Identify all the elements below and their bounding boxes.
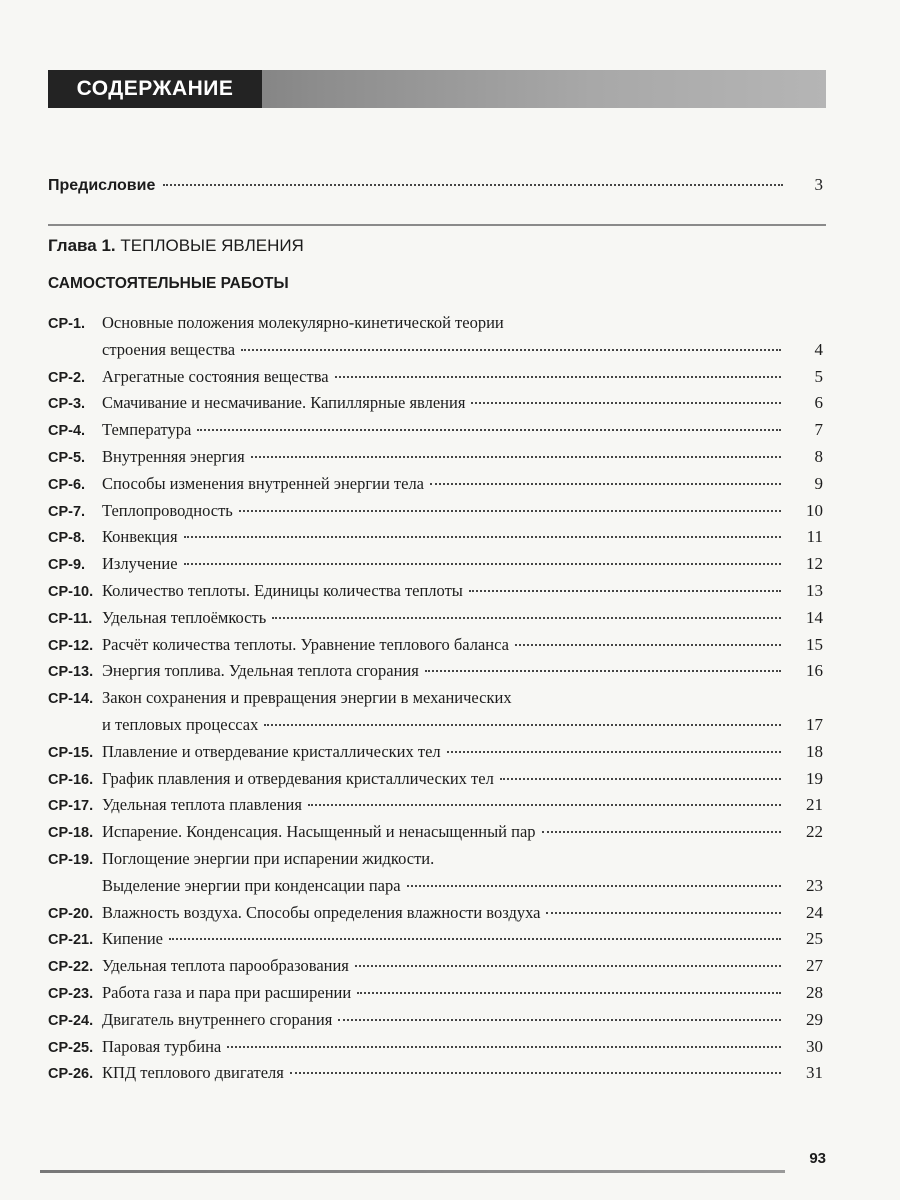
entry-title: Паровая турбина bbox=[102, 1036, 222, 1056]
entry-page: 25 bbox=[806, 929, 823, 949]
toc-entry bbox=[48, 527, 823, 554]
toc-entry-line bbox=[48, 903, 823, 930]
toc-entry-line bbox=[48, 1037, 823, 1064]
entry-code: СР-18. bbox=[48, 825, 94, 842]
entry-title: КПД теплового двигателя bbox=[102, 1063, 284, 1083]
entry-code: СР-25. bbox=[48, 1039, 94, 1056]
entry-title: Кипение bbox=[102, 929, 163, 949]
entry-title: Расчёт количества теплоты. Уравнение теплового баланса bbox=[102, 634, 509, 654]
entry-page: 5 bbox=[814, 366, 823, 386]
dot-leader bbox=[308, 804, 781, 806]
dot-leader bbox=[264, 724, 781, 726]
chapter-label: Глава 1. bbox=[48, 236, 116, 255]
entry-title: Способы изменения внутренней энергии тела bbox=[102, 473, 425, 493]
dot-leader bbox=[239, 510, 781, 512]
entry-code: СР-1. bbox=[48, 316, 86, 332]
toc-entry bbox=[48, 1037, 823, 1064]
dot-leader bbox=[338, 1019, 781, 1021]
dot-leader bbox=[469, 590, 781, 592]
toc-entry bbox=[48, 581, 823, 608]
dot-leader bbox=[407, 885, 781, 887]
toc-entry-line bbox=[48, 688, 823, 715]
dot-leader bbox=[184, 563, 781, 565]
toc-entry bbox=[48, 1063, 823, 1090]
dot-leader bbox=[241, 349, 781, 351]
toc-entry-line bbox=[48, 661, 823, 688]
entry-code: СР-20. bbox=[48, 905, 94, 922]
section-heading: САМОСТОЯТЕЛЬНЫЕ РАБОТЫ bbox=[48, 275, 289, 292]
dot-leader bbox=[169, 938, 781, 940]
entry-code: СР-5. bbox=[48, 450, 86, 466]
entry-title: Внутренняя энергия bbox=[102, 447, 245, 466]
dot-leader bbox=[290, 1072, 781, 1074]
dot-leader bbox=[542, 831, 781, 833]
entry-page: 16 bbox=[806, 661, 823, 681]
entry-code: СР-10. bbox=[48, 584, 94, 600]
toc-entry bbox=[48, 822, 823, 849]
dot-leader bbox=[355, 965, 781, 967]
dot-leader bbox=[500, 778, 781, 780]
toc-entry-line bbox=[48, 1063, 823, 1090]
entry-title: Излучение bbox=[102, 554, 178, 574]
chapter-heading bbox=[48, 236, 304, 256]
chapter-title: ТЕПЛОВЫЕ ЯВЛЕНИЯ bbox=[120, 236, 304, 255]
entry-title: Влажность воздуха. Способы определения влажности воздуха bbox=[102, 902, 541, 922]
toc-entry-line bbox=[48, 527, 823, 554]
entry-title: Поглощение энергии при испарении жидкости. bbox=[102, 849, 435, 868]
entry-page: 18 bbox=[806, 741, 823, 761]
entry-code: СР-24. bbox=[48, 1012, 94, 1029]
toc-entry bbox=[48, 929, 823, 956]
entry-code: СР-26. bbox=[48, 1066, 94, 1083]
entry-code: СР-9. bbox=[48, 557, 86, 574]
entry-page: 13 bbox=[806, 581, 823, 600]
entry-page: 31 bbox=[806, 1063, 823, 1083]
entry-code: СР-16. bbox=[48, 771, 94, 788]
dot-leader bbox=[471, 402, 781, 404]
entry-code: СР-13. bbox=[48, 664, 94, 681]
toc-entry-preface bbox=[48, 175, 823, 201]
entry-code: СР-4. bbox=[48, 423, 86, 440]
toc-entry-line bbox=[48, 635, 823, 662]
entry-code: СР-14. bbox=[48, 691, 94, 708]
toc-entry-line bbox=[48, 313, 823, 340]
entry-page: 15 bbox=[806, 634, 823, 654]
toc-entry bbox=[48, 501, 823, 528]
preface-title: Предисловие bbox=[48, 177, 156, 194]
toc-entry-line bbox=[48, 340, 823, 367]
entry-page: 6 bbox=[814, 393, 823, 413]
toc-entry-line bbox=[48, 742, 823, 769]
toc-entry bbox=[48, 769, 823, 796]
toc-entry-line bbox=[48, 822, 823, 849]
dot-leader bbox=[272, 617, 781, 619]
entry-page: 14 bbox=[806, 607, 823, 627]
entry-title: Агрегатные состояния вещества bbox=[102, 366, 329, 386]
toc-entry bbox=[48, 474, 823, 501]
entry-page: 12 bbox=[806, 554, 823, 574]
preface-page: 3 bbox=[814, 175, 823, 194]
toc-entry-line bbox=[48, 608, 823, 635]
toc-entry bbox=[48, 661, 823, 688]
toc-entry-line bbox=[48, 929, 823, 956]
entry-page: 21 bbox=[806, 795, 823, 815]
entry-page: 23 bbox=[806, 875, 823, 895]
dot-leader bbox=[430, 483, 781, 485]
dot-leader bbox=[515, 644, 781, 646]
entry-title: Двигатель внутреннего сгорания bbox=[102, 1009, 333, 1029]
entry-title: Энергия топлива. Удельная теплота сгорания bbox=[102, 661, 419, 681]
entry-page: 27 bbox=[806, 956, 823, 976]
toc-entry bbox=[48, 688, 823, 742]
entry-title: Теплопроводность bbox=[102, 500, 233, 520]
entry-title: Удельная теплоёмкость bbox=[102, 607, 267, 627]
dot-leader bbox=[425, 670, 781, 672]
toc-entry bbox=[48, 849, 823, 903]
entry-title: Удельная теплота плавления bbox=[102, 795, 302, 815]
entry-page: 22 bbox=[806, 822, 823, 842]
dot-leader bbox=[546, 912, 781, 914]
entry-code: СР-6. bbox=[48, 476, 86, 493]
toc-entry-line bbox=[48, 447, 823, 474]
dot-leader bbox=[184, 536, 781, 538]
toc-entry-line bbox=[48, 849, 823, 876]
entry-code: СР-11. bbox=[48, 610, 93, 627]
entry-code: СР-22. bbox=[48, 959, 94, 976]
dot-leader bbox=[447, 751, 781, 753]
entry-title: Температура bbox=[102, 420, 192, 440]
toc-entry bbox=[48, 447, 823, 474]
dot-leader bbox=[197, 429, 781, 431]
toc-entry bbox=[48, 795, 823, 822]
toc-entry-line bbox=[48, 795, 823, 822]
entry-code: СР-7. bbox=[48, 503, 86, 520]
entry-page: 30 bbox=[806, 1036, 823, 1056]
entry-title: Смачивание и несмачивание. Капиллярные явления bbox=[102, 393, 466, 413]
entry-page: 19 bbox=[806, 768, 823, 788]
footer-rule bbox=[40, 1170, 785, 1173]
entry-title: Плавление и отвердевание кристаллических тел bbox=[102, 741, 441, 761]
toc-entry bbox=[48, 1010, 823, 1037]
dot-leader bbox=[227, 1046, 781, 1048]
toc-entry-line bbox=[48, 1010, 823, 1037]
entry-page: 17 bbox=[806, 714, 823, 734]
toc-entry bbox=[48, 903, 823, 930]
toc-entry bbox=[48, 608, 823, 635]
entry-page: 4 bbox=[814, 339, 823, 359]
toc-entry-line bbox=[48, 956, 823, 983]
toc-entry-line bbox=[48, 581, 823, 608]
dot-leader bbox=[335, 376, 781, 378]
toc-entry-line bbox=[48, 769, 823, 796]
entry-title: Выделение энергии при конденсации пара bbox=[102, 875, 401, 895]
toc-entry bbox=[48, 313, 823, 367]
toc-entry bbox=[48, 420, 823, 447]
toc-entry bbox=[48, 367, 823, 394]
dot-leader bbox=[251, 456, 781, 458]
toc-entry-line bbox=[48, 420, 823, 447]
toc-entry bbox=[48, 983, 823, 1010]
toc-entry-line bbox=[48, 554, 823, 581]
entry-title: Закон сохранения и превращения энергии в механических bbox=[102, 688, 512, 708]
toc-entry-line bbox=[48, 983, 823, 1010]
entry-title: Конвекция bbox=[102, 527, 178, 547]
toc-entry-line bbox=[48, 474, 823, 501]
entry-title: Количество теплоты. Единицы количества теплоты bbox=[102, 581, 463, 600]
entry-title: Удельная теплота парообразования bbox=[102, 956, 349, 976]
entry-code: СР-8. bbox=[48, 530, 86, 547]
toc-entry-line bbox=[48, 501, 823, 528]
entry-page: 28 bbox=[806, 983, 823, 1002]
toc-entry-line bbox=[48, 876, 823, 903]
entry-code: СР-21. bbox=[48, 932, 94, 949]
toc-entry bbox=[48, 742, 823, 769]
entry-page: 8 bbox=[814, 447, 823, 466]
entry-page: 24 bbox=[806, 902, 823, 922]
entry-page: 10 bbox=[806, 500, 823, 520]
entry-title: и тепловых процессах bbox=[102, 714, 259, 734]
dot-leader bbox=[163, 184, 783, 186]
page-title: СОДЕРЖАНИЕ bbox=[48, 70, 262, 108]
entry-code: СР-15. bbox=[48, 744, 94, 761]
entry-title: Основные положения молекулярно-кинетической теории bbox=[102, 313, 504, 332]
toc-entry bbox=[48, 554, 823, 581]
entry-code: СР-2. bbox=[48, 369, 86, 386]
entry-code: СР-12. bbox=[48, 637, 94, 654]
entry-code: СР-23. bbox=[48, 986, 94, 1002]
toc-entry-line bbox=[48, 393, 823, 420]
entry-page: 7 bbox=[814, 420, 823, 440]
toc-entry bbox=[48, 635, 823, 662]
toc-entry bbox=[48, 956, 823, 983]
entry-code: СР-19. bbox=[48, 852, 94, 868]
page-number: 93 bbox=[809, 1150, 826, 1167]
entry-page: 11 bbox=[806, 527, 823, 547]
entry-code: СР-3. bbox=[48, 396, 86, 413]
entry-title: Испарение. Конденсация. Насыщенный и ненасыщенный пар bbox=[102, 822, 536, 842]
entry-code: СР-17. bbox=[48, 798, 94, 815]
entry-page: 29 bbox=[806, 1009, 823, 1029]
divider bbox=[48, 224, 826, 226]
toc-entry-line bbox=[48, 367, 823, 394]
toc-entry bbox=[48, 393, 823, 420]
entry-title: График плавления и отвердевания кристаллических тел bbox=[102, 768, 494, 788]
dot-leader bbox=[357, 992, 781, 994]
toc-entry-line bbox=[48, 715, 823, 742]
entry-title: Работа газа и пара при расширении bbox=[102, 983, 352, 1002]
entry-page: 9 bbox=[814, 473, 823, 493]
entry-title: строения вещества bbox=[102, 339, 236, 359]
